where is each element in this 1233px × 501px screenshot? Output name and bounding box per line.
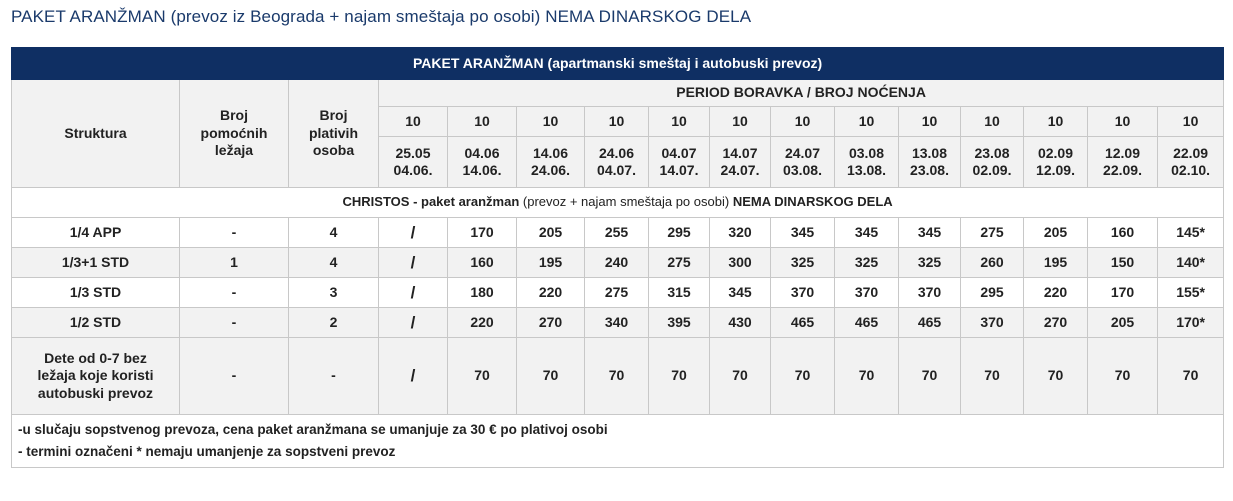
cell-price: 180 [448,278,517,308]
cell-price: 70 [1024,338,1088,415]
page-title: PAKET ARANŽMAN (prevoz iz Beograda + najam smeštaja po osobi) NEMA DINARSKOG DELA [11,7,752,26]
cell-price: 370 [771,278,835,308]
cell-price: 345 [771,218,835,248]
period-dates [771,137,835,188]
cell-price: 370 [835,278,899,308]
cell-price: 155* [1158,278,1224,308]
cell-price: 275 [961,218,1024,248]
cell-struktura: 1/3 STD [12,278,180,308]
struktura-line: autobuski prevoz [37,384,154,401]
period-nights: 10 [835,107,899,137]
cell-price: 465 [899,308,961,338]
cell-plativi: 4 [289,248,379,278]
period-to: 24.07. [720,162,760,178]
cell-price: 325 [771,248,835,278]
cell-price: 325 [899,248,961,278]
note-line: -u slučaju sopstvenog prevoza, cena paket aranžmana se umanjuje za 30 € po plativoj osobi [18,422,608,438]
price-table [11,47,1224,468]
cell-price: 275 [585,278,649,308]
cell-plativi: 4 [289,218,379,248]
period-dates [899,137,961,188]
cell-slash: / [379,278,448,308]
cell-price: 270 [517,308,585,338]
header-plativih: Broj plativih osoba [289,80,379,188]
cell-price: 205 [517,218,585,248]
period-from: 23.08 [974,144,1010,161]
cell-price: 395 [649,308,710,338]
period-dates [649,137,710,188]
period-nights: 10 [771,107,835,137]
cell-price: 220 [448,308,517,338]
period-to: 12.09. [1036,162,1075,178]
cell-price: 345 [899,218,961,248]
header-period-row [12,80,1224,107]
cell-price: 275 [649,248,710,278]
cell-price: 70 [1088,338,1158,415]
cell-price: 295 [961,278,1024,308]
cell-price: 370 [961,308,1024,338]
table-row [12,248,1224,278]
cell-price: 220 [1024,278,1088,308]
child-row [12,338,1224,415]
period-dates [835,137,899,188]
cell-price: 70 [961,338,1024,415]
period-dates [1024,137,1088,188]
struktura-line: ležaja koje koristi [37,367,154,384]
cell-price: 315 [649,278,710,308]
period-from: 02.09 [1037,144,1074,161]
period-dates [585,137,649,188]
cell-pomocni: - [180,278,289,308]
period-from: 25.05 [395,144,431,161]
period-to: 04.06. [393,162,433,178]
table-row [12,278,1224,308]
section-row [12,188,1224,218]
cell-price: 430 [710,308,771,338]
cell-slash: / [379,248,448,278]
period-to: 04.07. [597,162,636,178]
cell-price: 70 [899,338,961,415]
cell-struktura: 1/3+1 STD [12,248,180,278]
section-title-bold-start: CHRISTOS - paket aranžman [342,194,520,210]
cell-price: 170 [1088,278,1158,308]
period-from: 13.08 [911,144,948,161]
cell-plativi: - [289,338,379,415]
period-nights: 10 [1158,107,1224,137]
period-nights: 10 [1088,107,1158,137]
cell-price: 150 [1088,248,1158,278]
period-from: 04.07 [661,144,697,161]
period-to: 22.09. [1103,162,1142,178]
period-to: 03.08. [783,162,822,178]
period-to: 02.09. [972,162,1012,178]
period-nights: 10 [517,107,585,137]
period-from: 24.06 [598,144,635,161]
cell-price: 170* [1158,308,1224,338]
cell-price: 345 [835,218,899,248]
cell-price: 70 [517,338,585,415]
period-dates [448,137,517,188]
cell-price: 340 [585,308,649,338]
header-struktura: Struktura [12,80,180,188]
period-to: 02.10. [1171,162,1211,178]
period-to: 13.08. [847,162,886,178]
header-pomocnih: Broj pomoćnih ležaja [180,80,289,188]
period-from: 03.08 [848,144,885,161]
cell-price: 70 [1158,338,1224,415]
banner-title: PAKET ARANŽMAN (apartmanski smeštaj i autobuski prevoz) [12,48,1224,80]
cell-price: 370 [899,278,961,308]
cell-slash: / [379,308,448,338]
period-to: 14.06. [462,162,502,178]
cell-price: 205 [1088,308,1158,338]
section-title-normal: (prevoz + najam smeštaja po osobi) [519,194,733,210]
period-dates [1158,137,1224,188]
cell-price: 70 [448,338,517,415]
period-from: 24.07 [784,144,821,161]
period-nights: 10 [1024,107,1088,137]
cell-plativi: 2 [289,308,379,338]
period-from: 22.09 [1173,144,1209,161]
cell-struktura: 1/2 STD [12,308,180,338]
period-from: 14.06 [532,144,569,161]
period-from: 04.06 [464,144,500,161]
table-row [12,308,1224,338]
banner-row [12,48,1224,80]
table-row [12,218,1224,248]
cell-price: 325 [835,248,899,278]
period-nights: 10 [585,107,649,137]
cell-price: 220 [517,278,585,308]
notes-row [12,415,1224,468]
cell-price: 300 [710,248,771,278]
cell-price: 140* [1158,248,1224,278]
cell-slash: / [379,338,448,415]
cell-price: 170 [448,218,517,248]
period-nights: 10 [448,107,517,137]
period-dates [379,137,448,188]
period-dates [517,137,585,188]
cell-price: 70 [710,338,771,415]
period-to: 23.08. [910,162,949,178]
cell-pomocni: 1 [180,248,289,278]
cell-price: 260 [961,248,1024,278]
header-period: PERIOD BORAVKA / BROJ NOĆENJA [379,80,1224,107]
section-title-bold-end: NEMA DINARSKOG DELA [732,194,893,210]
cell-price: 160 [448,248,517,278]
cell-price: 160 [1088,218,1158,248]
cell-struktura: 1/4 APP [12,218,180,248]
period-nights: 10 [899,107,961,137]
cell-price: 295 [649,218,710,248]
period-nights: 10 [961,107,1024,137]
cell-price: 70 [771,338,835,415]
period-nights: 10 [649,107,710,137]
price-table-container [11,47,1224,468]
cell-pomocni: - [180,308,289,338]
cell-price: 70 [585,338,649,415]
cell-plativi: 3 [289,278,379,308]
period-nights: 10 [379,107,448,137]
cell-slash: / [379,218,448,248]
cell-price: 270 [1024,308,1088,338]
note-line: - termini označeni * nemaju umanjenje za sopstveni prevoz [18,444,396,459]
section-title [12,188,1224,218]
notes [12,415,1224,468]
cell-price: 465 [835,308,899,338]
cell-price: 195 [1024,248,1088,278]
period-from: 12.09 [1104,144,1141,161]
period-dates [961,137,1024,188]
cell-price: 465 [771,308,835,338]
cell-price: 70 [835,338,899,415]
cell-price: 255 [585,218,649,248]
period-nights: 10 [710,107,771,137]
cell-price: 145* [1158,218,1224,248]
cell-price: 205 [1024,218,1088,248]
struktura-line: Dete od 0-7 bez [44,349,147,366]
period-from: 14.07 [722,144,758,161]
cell-price: 345 [710,278,771,308]
period-dates [710,137,771,188]
cell-struktura [12,338,180,415]
period-dates [1088,137,1158,188]
cell-price: 195 [517,248,585,278]
cell-pomocni: - [180,218,289,248]
cell-price: 320 [710,218,771,248]
cell-price: 70 [649,338,710,415]
cell-pomocni: - [180,338,289,415]
period-to: 24.06. [531,162,570,178]
cell-price: 240 [585,248,649,278]
period-to: 14.07. [659,162,699,178]
